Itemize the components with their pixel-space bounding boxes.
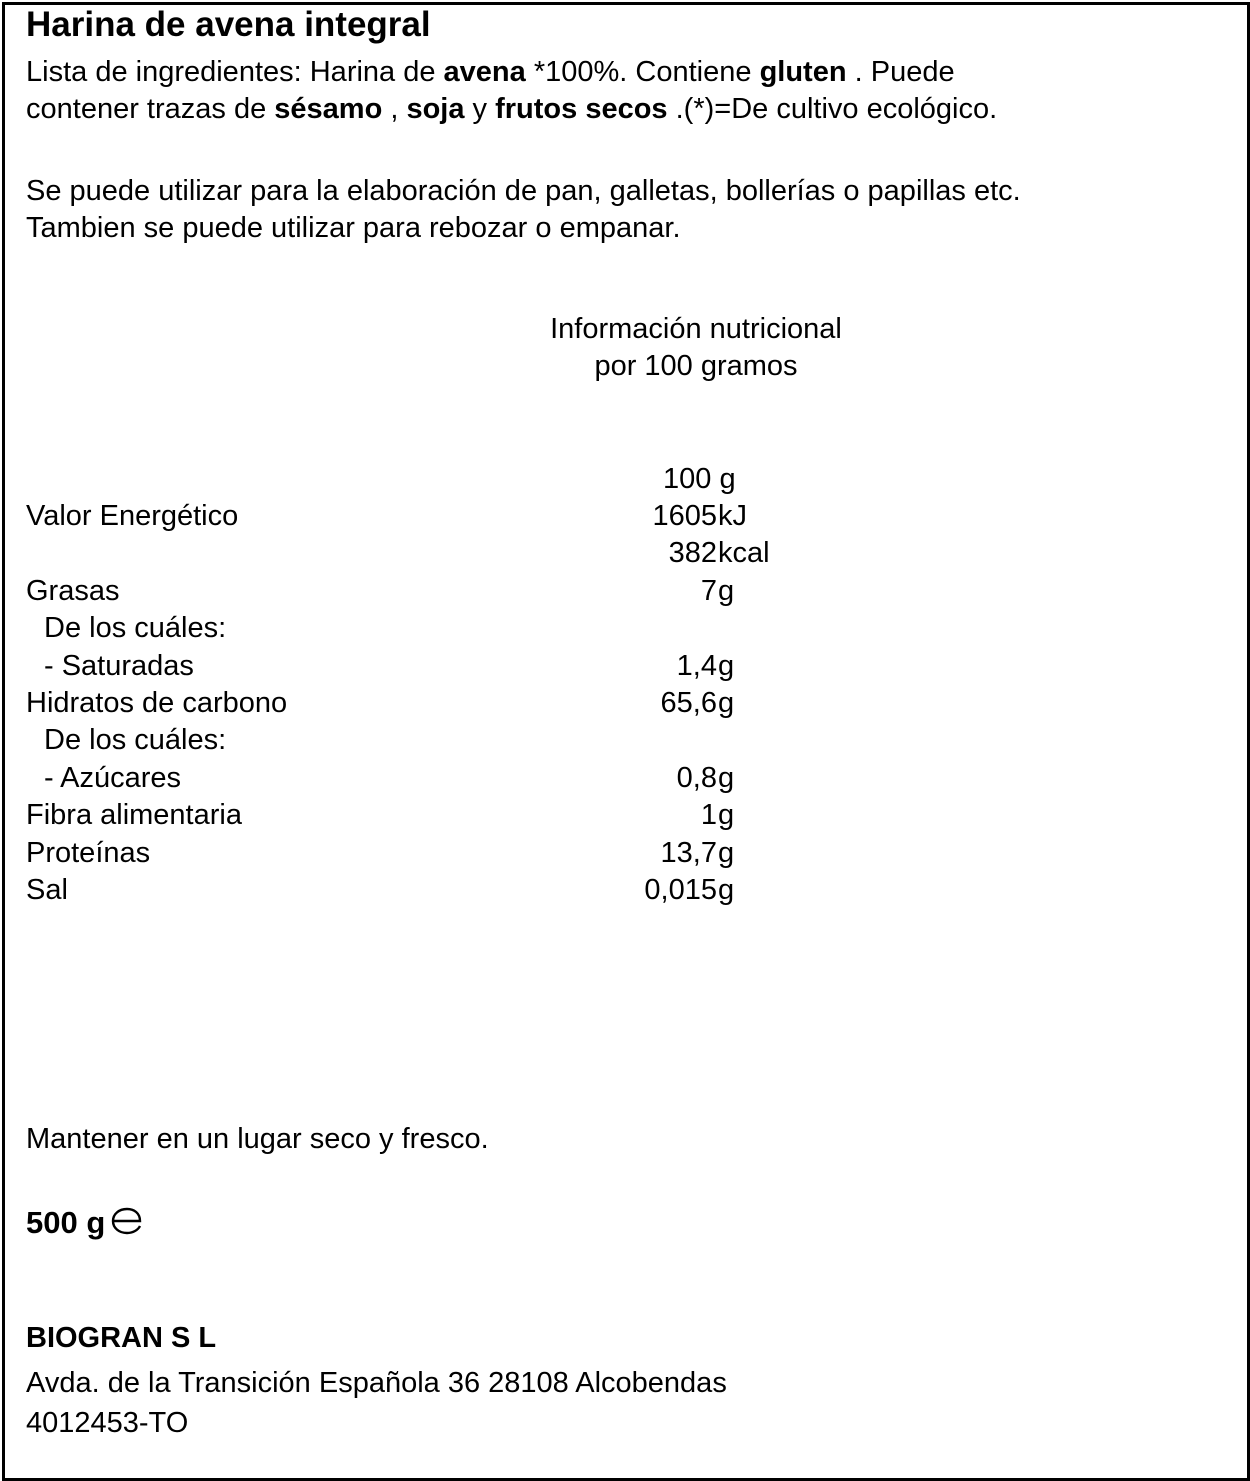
- company-code: 4012453-TO: [26, 1407, 189, 1439]
- nutrient-value: 65,6: [660, 687, 717, 719]
- nutrition-heading: [500, 311, 892, 385]
- nutrition-column-header: 100 g: [663, 463, 736, 495]
- nutrient-label: Valor Energético: [26, 500, 239, 532]
- nutrient-unit: g: [718, 650, 735, 682]
- nutrient-label: Sal: [26, 874, 68, 906]
- nutrition-heading-basis: por 100 gramos: [594, 350, 798, 382]
- allergen-text: soja: [406, 93, 465, 125]
- nutrient-value: 1605: [652, 500, 717, 532]
- nutrient-label: De los cuáles:: [44, 612, 227, 644]
- nutrient-unit: kcal: [718, 537, 770, 569]
- nutrient-label: Grasas: [26, 575, 120, 607]
- usage-line-1: Se puede utilizar para la elaboración de pan, galletas, bollerías o papillas etc.: [26, 175, 1021, 207]
- nutrient-unit: g: [718, 575, 735, 607]
- nutrient-label: De los cuáles:: [44, 724, 227, 756]
- storage-instructions: Mantener en un lugar seco y fresco.: [26, 1123, 489, 1155]
- ingredients-text: Lista de ingredientes: Harina de: [26, 56, 444, 88]
- nutrient-value: 0,015: [644, 874, 717, 906]
- ingredients-text: .(*)=De cultivo ecológico.: [667, 93, 998, 125]
- usage-text: [26, 173, 1021, 247]
- ingredients-line-1: [26, 54, 997, 91]
- nutrient-value: 1: [700, 799, 717, 831]
- nutrition-heading-title: Información nutricional: [550, 313, 842, 345]
- usage-line-2: Tambien se puede utilizar para rebozar o empanar.: [26, 212, 681, 244]
- nutrient-label: Fibra alimentaria: [26, 799, 242, 831]
- nutrient-label: - Azúcares: [44, 762, 181, 794]
- ingredients-text: *100%. Contiene: [525, 56, 760, 88]
- allergen-text: sésamo: [274, 93, 383, 125]
- nutrient-value: 0,8: [676, 762, 717, 794]
- ingredients-text: . Puede: [846, 56, 955, 88]
- nutrient-value: 1,4: [676, 650, 717, 682]
- nutrient-value: 13,7: [660, 837, 717, 869]
- ingredients-text: contener trazas de: [26, 93, 275, 125]
- company-address: Avda. de la Transición Española 36 28108 Alcobendas: [26, 1367, 727, 1399]
- nutrient-value: 382: [668, 537, 717, 569]
- company-name: BIOGRAN S L: [26, 1322, 217, 1354]
- allergen-text: gluten: [759, 56, 847, 88]
- ingredients-line-2: [26, 91, 997, 128]
- ingredients-list: [26, 54, 997, 128]
- nutrient-unit: kJ: [718, 500, 747, 532]
- nutrient-unit: g: [718, 687, 735, 719]
- allergen-text: frutos secos: [495, 93, 668, 125]
- net-weight-value: 500 g: [26, 1205, 106, 1240]
- allergen-text: avena: [443, 56, 526, 88]
- nutrient-label: Proteínas: [26, 837, 151, 869]
- ingredients-text: ,: [382, 93, 407, 125]
- nutrient-unit: g: [718, 799, 735, 831]
- e-mark-icon: [109, 1206, 145, 1246]
- ingredients-text: y: [464, 93, 496, 125]
- nutrient-unit: g: [718, 874, 735, 906]
- nutrient-value: 7: [700, 575, 717, 607]
- net-weight: [26, 1203, 145, 1245]
- nutrient-label: - Saturadas: [44, 650, 194, 682]
- product-title: Harina de avena integral: [26, 5, 431, 44]
- nutrient-unit: g: [718, 837, 735, 869]
- nutrient-unit: g: [718, 762, 735, 794]
- nutrient-label: Hidratos de carbono: [26, 687, 288, 719]
